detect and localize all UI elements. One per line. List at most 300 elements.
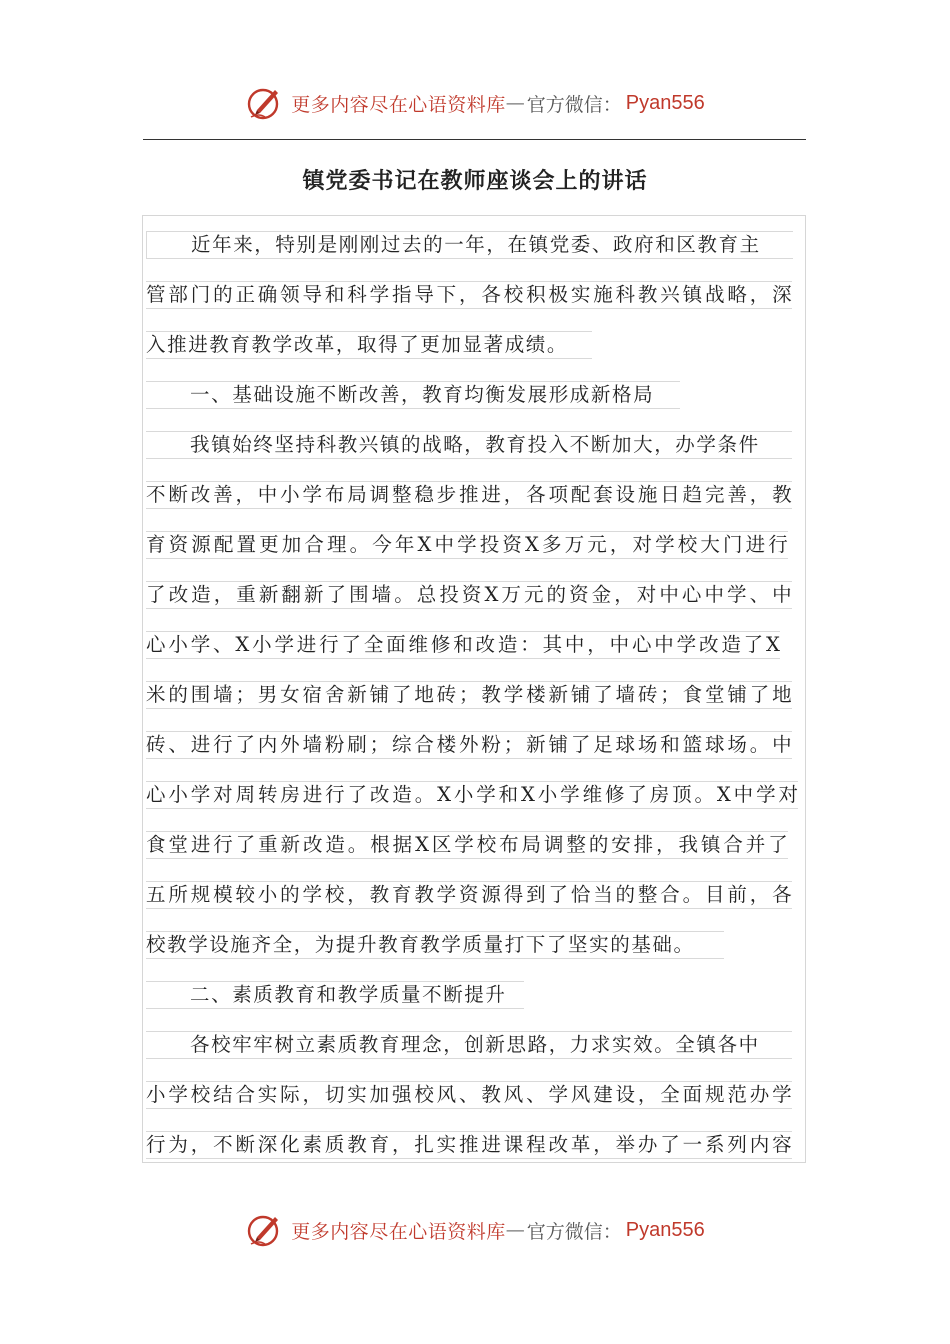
text-char: 资 (502, 533, 522, 556)
text-char: 育 (369, 1133, 390, 1156)
text-char: 砖 (146, 733, 166, 756)
text-char: 心 (146, 633, 166, 656)
text-char: 中 (659, 583, 679, 606)
text-char: 结 (213, 1083, 233, 1106)
text-char: 实 (257, 1083, 278, 1106)
text-char: 万 (564, 533, 585, 556)
text-line (146, 631, 780, 659)
document-title: 镇党委书记在教师座谈会上的讲话 (302, 169, 648, 194)
text-char: 断 (168, 483, 188, 506)
header-banner (0, 78, 950, 128)
text-char: 修 (430, 633, 451, 656)
text-char: 镇 (682, 283, 703, 306)
text-char: 到 (526, 883, 546, 906)
banner-text: 更多内容尽在心语资料库 (291, 1220, 506, 1243)
text-char: 善 (727, 483, 747, 506)
text-char: 学 (457, 533, 477, 556)
text-char: 整 (391, 483, 412, 506)
pen-logo-icon (245, 83, 285, 123)
text-char: 小 (537, 783, 558, 806)
text-char: 合 (723, 833, 743, 856)
text-char: 镇 (700, 833, 721, 856)
text-char: 正 (235, 283, 255, 306)
text-char: 整 (637, 883, 658, 906)
text-char: 心 (631, 633, 652, 656)
text-char: 确 (257, 283, 278, 306)
text-char: 风 (436, 1083, 457, 1106)
text-char: ， (459, 283, 479, 306)
text-char: 切 (324, 1083, 345, 1106)
text-char: X (766, 633, 780, 656)
text-char: 墙 (213, 683, 233, 706)
text-line: 校教学设施齐全，为提升教育教学质量打下了坚实的基础。 (146, 931, 724, 959)
banner-separator: — (505, 92, 525, 114)
text-char: 今 (372, 533, 392, 556)
text-char: 新 (258, 583, 279, 606)
text-char: 造 (497, 633, 518, 656)
text-char: 实 (347, 1083, 367, 1106)
text-char: 合 (304, 533, 324, 556)
text-char: 校 (677, 533, 698, 556)
text-char: 造 (191, 583, 211, 606)
text-char: 了 (326, 583, 347, 606)
text-char: 了 (743, 633, 764, 656)
text-char: 全 (363, 633, 384, 656)
text-char: 各 (526, 483, 546, 506)
text-char: 地 (414, 683, 434, 706)
text-char: 了 (593, 683, 613, 706)
text-char: 门 (190, 283, 211, 306)
text-char: 楼 (436, 733, 457, 756)
text-char: 模 (213, 883, 233, 906)
text-line (146, 1131, 792, 1159)
text-char: 围 (349, 583, 369, 606)
text-char: 其 (542, 633, 563, 656)
text-char: 砖 (637, 683, 658, 706)
text-char: 改 (548, 1133, 568, 1156)
text-char: 根 (370, 833, 390, 856)
text-char: 领 (280, 283, 300, 306)
text-char: ， (656, 833, 676, 856)
text-line: 近年来，特别是刚刚过去的一年，在镇党委、政府和区教育主 (146, 231, 793, 259)
text-char: 围 (190, 683, 211, 706)
text-char: 置 (236, 533, 257, 556)
text-char: 加 (369, 1083, 390, 1106)
text-char: 造 (325, 833, 345, 856)
text-char: 科 (347, 283, 367, 306)
text-char: 和 (453, 633, 473, 656)
text-char: 球 (704, 733, 725, 756)
text-char: 教 (414, 883, 434, 906)
text-char: ， (503, 483, 524, 506)
text-char: 门 (723, 533, 743, 556)
text-char: 进 (296, 633, 317, 656)
text-char: 了 (347, 783, 368, 806)
text-char: 稳 (414, 483, 434, 506)
text-char: ， (347, 883, 367, 906)
text-char: 规 (704, 1083, 725, 1106)
text-char: 铺 (369, 683, 390, 706)
text-char: 刷 (347, 733, 367, 756)
text-char: 了 (341, 633, 361, 656)
text-char: 小 (257, 883, 278, 906)
text-char: 房 (280, 783, 300, 806)
text-char: ， (213, 583, 234, 606)
text-char: 行 (213, 833, 233, 856)
text-char: 新 (548, 683, 568, 706)
text-char: 男 (257, 683, 278, 706)
text-char: 、 (749, 583, 770, 606)
text-char: 扎 (414, 1133, 434, 1156)
banner-separator: — (505, 1219, 525, 1241)
pen-logo-icon (245, 1210, 285, 1250)
text-char: 合 (660, 883, 680, 906)
text-char: 重 (258, 833, 278, 856)
text-char: 女 (280, 683, 300, 706)
text-char: 教 (481, 683, 501, 706)
text-char: ， (614, 583, 634, 606)
text-char: 推 (459, 1133, 479, 1156)
text-char: 容 (772, 1133, 792, 1156)
text-char: 教 (772, 483, 792, 506)
text-char: 墙 (302, 733, 323, 756)
text-char: 年 (394, 533, 415, 556)
text-char: 改 (475, 633, 496, 656)
text-char: 米 (146, 683, 166, 706)
text-char: 施 (637, 483, 658, 506)
text-char: 整 (566, 833, 586, 856)
text-char: 。 (694, 783, 715, 806)
text-char: 合 (414, 733, 434, 756)
text-char: 下 (436, 283, 457, 306)
text-char: 堂 (704, 683, 725, 706)
text-char: 。 (414, 783, 435, 806)
text-char: 对 (632, 533, 653, 556)
text-char: ； (369, 733, 390, 756)
text-char: 极 (548, 283, 568, 306)
text-char: 深 (772, 283, 792, 306)
text-line (146, 1081, 792, 1109)
text-char: 资 (168, 533, 189, 556)
text-line: 我镇始终坚持科教兴镇的战略，教育投入不断加大，办学条件 (146, 431, 792, 459)
text-char: X (716, 783, 731, 806)
text-char: 楼 (526, 683, 546, 706)
text-char: 恰 (570, 883, 591, 906)
text-char: 学 (302, 483, 323, 506)
section-heading: 二、素质教育和教学质量不断提升 (146, 981, 524, 1009)
text-char: 墙 (371, 583, 392, 606)
text-char: 学 (302, 883, 323, 906)
text-char: 排 (633, 833, 654, 856)
text-char: 元 (523, 583, 544, 606)
text-char: 改 (698, 633, 719, 656)
text-char: 投 (439, 583, 459, 606)
text-char: 前 (727, 883, 747, 906)
text-char: 趋 (682, 483, 703, 506)
text-char: 局 (521, 833, 542, 856)
text-char: 学 (756, 783, 776, 806)
text-char: 内 (257, 733, 278, 756)
text-char: 设 (615, 1083, 636, 1106)
text-char: 项 (548, 483, 568, 506)
text-char: 和 (660, 733, 680, 756)
text-char: 修 (604, 783, 625, 806)
text-char: 调 (543, 833, 564, 856)
text-char: 布 (324, 483, 345, 506)
text-char: 理 (327, 533, 347, 556)
text-line: 入推进教育教学改革，取得了更加显著成绩。 (146, 331, 592, 359)
text-char: 中 (434, 533, 455, 556)
text-char: 科 (615, 283, 636, 306)
text-char: 学 (772, 1083, 792, 1106)
text-char: 维 (582, 783, 603, 806)
text-char: 铺 (548, 733, 568, 756)
text-char: 当 (593, 883, 613, 906)
text-line (146, 831, 788, 859)
text-char: 、 (526, 1083, 546, 1106)
text-char: 了 (146, 583, 166, 606)
text-char: 校 (324, 883, 345, 906)
text-char: 了 (391, 683, 412, 706)
text-char: 重 (236, 583, 256, 606)
text-line (146, 581, 792, 609)
text-char: 行 (325, 783, 345, 806)
text-char: 小 (252, 633, 272, 656)
text-char: ： (520, 633, 540, 656)
text-char: 进 (190, 833, 211, 856)
text-char: 际 (280, 1083, 300, 1106)
text-line: 各校牢牢树立素质教育理念，创新思路，力求实效。全镇各中 (146, 1031, 792, 1059)
text-char: 学 (274, 633, 294, 656)
text-char: ， (587, 633, 607, 656)
text-char: 战 (704, 283, 725, 306)
text-char: 中 (609, 633, 630, 656)
text-char: 。 (349, 533, 370, 556)
text-char: 小 (280, 483, 300, 506)
text-char: 粉 (324, 733, 345, 756)
text-char: ， (391, 1133, 412, 1156)
text-char: 学 (548, 1083, 568, 1106)
text-char: 设 (615, 483, 636, 506)
text-char: 建 (593, 1083, 613, 1106)
text-line (146, 481, 792, 509)
text-char: 进 (481, 1133, 501, 1156)
text-char: 对 (636, 583, 657, 606)
text-char: 对 (213, 783, 233, 806)
text-char: 行 (213, 733, 233, 756)
text-char: 中 (704, 583, 724, 606)
text-char: 完 (704, 483, 725, 506)
text-line (146, 781, 798, 809)
text-char: 规 (190, 883, 211, 906)
text-char: 学 (503, 683, 524, 706)
text-char: 我 (678, 833, 699, 856)
text-char: 中 (733, 783, 754, 806)
text-char: 管 (146, 283, 166, 306)
text-char: 课 (503, 1133, 524, 1156)
text-char: 教 (481, 1083, 501, 1106)
text-char: 了 (660, 1133, 680, 1156)
text-char: 不 (146, 483, 166, 506)
text-char: 行 (768, 533, 788, 556)
text-char: 步 (436, 483, 457, 506)
text-char: 全 (660, 1083, 680, 1106)
text-char: 举 (615, 1133, 636, 1156)
text-char: 学 (560, 783, 580, 806)
text-char: 五 (146, 883, 166, 906)
text-char: 实 (436, 1133, 457, 1156)
text-char: 进 (481, 483, 501, 506)
text-char: 质 (324, 1133, 345, 1156)
text-char: 校 (414, 1083, 434, 1106)
text-char: 列 (727, 1133, 747, 1156)
text-char: 中 (772, 733, 792, 756)
text-char: 为 (168, 1133, 188, 1156)
text-char: 多 (542, 533, 562, 556)
text-char: 合 (235, 1083, 255, 1106)
text-char: X (235, 633, 250, 656)
text-char: ； (660, 683, 680, 706)
text-char: 改 (168, 583, 189, 606)
text-char: 宿 (302, 683, 323, 706)
text-char: 总 (416, 583, 437, 606)
text-char: 学 (476, 783, 496, 806)
text-char: 素 (302, 1133, 323, 1156)
text-char: 一 (682, 1133, 703, 1156)
text-char: 改 (302, 833, 323, 856)
text-char: 了 (627, 783, 647, 806)
text-char: 进 (302, 783, 323, 806)
text-char: X (525, 533, 539, 556)
text-char: 的 (168, 683, 188, 706)
text-char: 学 (727, 583, 747, 606)
text-char: 较 (235, 883, 255, 906)
text-char: 行 (146, 1133, 166, 1156)
text-char: 学 (655, 533, 675, 556)
text-char: 房 (649, 783, 670, 806)
text-char: X (521, 783, 535, 806)
text-char: 了 (548, 883, 568, 906)
text-char: 配 (570, 483, 591, 506)
text-char: 对 (778, 783, 798, 806)
text-char: 中 (564, 633, 585, 656)
text-char: 造 (392, 783, 412, 806)
text-line (146, 531, 788, 559)
banner-wechat-id: Pyan556 (625, 91, 705, 114)
text-char: 教 (347, 1133, 367, 1156)
text-char: 实 (570, 283, 591, 306)
text-char: 新 (280, 833, 301, 856)
text-line (146, 281, 792, 309)
text-char: 。 (347, 833, 368, 856)
text-char: X (415, 833, 429, 856)
text-char: 不 (213, 1133, 233, 1156)
banner-label: 官方微信： (526, 1220, 622, 1243)
text-char: 内 (749, 1133, 770, 1156)
text-char: 学 (190, 783, 211, 806)
text-char: 资 (459, 883, 479, 906)
banner-wechat-id: Pyan556 (625, 1218, 705, 1241)
text-char: ， (190, 1133, 211, 1156)
text-char: 区 (431, 833, 452, 856)
text-char: 办 (637, 1133, 658, 1156)
text-char: 指 (391, 283, 412, 306)
banner-label: 官方微信： (526, 93, 622, 116)
text-char: 强 (391, 1083, 412, 1106)
text-char: 地 (772, 683, 792, 706)
text-char: 铺 (727, 683, 747, 706)
text-char: 套 (593, 483, 613, 506)
text-char: 。 (682, 883, 703, 906)
text-char: 学 (369, 283, 390, 306)
text-char: 校 (503, 283, 524, 306)
text-char: 目 (704, 883, 725, 906)
text-char: 善 (213, 483, 233, 506)
text-char: 学 (676, 633, 697, 656)
text-char: 学 (168, 1083, 188, 1106)
text-char: 各 (481, 283, 501, 306)
text-char: 场 (637, 733, 658, 756)
text-char: 源 (481, 883, 501, 906)
text-char: 配 (213, 533, 234, 556)
text-char: 安 (611, 833, 631, 856)
text-char: 转 (257, 783, 278, 806)
text-char: 行 (319, 633, 339, 656)
text-char: 中 (772, 583, 792, 606)
text-char: 食 (146, 833, 166, 856)
text-char: 心 (681, 583, 702, 606)
text-char: 周 (235, 783, 256, 806)
text-char: 投 (479, 533, 500, 556)
text-char: 万 (501, 583, 521, 606)
text-char: X (437, 783, 451, 806)
text-char: ， (593, 1133, 613, 1156)
text-char: 墙 (615, 683, 636, 706)
text-char: 兴 (660, 283, 680, 306)
text-char: 学 (454, 833, 474, 856)
text-char: 了 (749, 683, 770, 706)
footer-banner (0, 1205, 950, 1255)
text-char: 各 (772, 883, 792, 906)
text-char: 元 (587, 533, 607, 556)
text-char: 校 (476, 833, 497, 856)
text-char: 心 (146, 783, 166, 806)
text-char: 改 (369, 783, 390, 806)
text-char: 金 (591, 583, 612, 606)
text-char: 、 (213, 633, 233, 656)
text-char: X (484, 583, 499, 606)
text-char: 进 (190, 733, 211, 756)
text-char: 更 (259, 533, 279, 556)
text-char: 小 (146, 1083, 166, 1106)
text-char: 铺 (570, 683, 591, 706)
text-char: 舍 (324, 683, 345, 706)
text-char: 新 (526, 733, 546, 756)
text-char: 推 (459, 483, 479, 506)
text-char: 革 (570, 1133, 591, 1156)
text-char: 布 (499, 833, 519, 856)
text-char: 风 (570, 1083, 591, 1106)
text-char: 维 (408, 633, 429, 656)
text-char: 改 (190, 483, 211, 506)
text-char: 顶 (672, 783, 692, 806)
text-char: 球 (615, 733, 636, 756)
text-char: 外 (280, 733, 300, 756)
text-char: 施 (593, 283, 613, 306)
text-char: 学 (190, 633, 211, 656)
text-char: 新 (303, 583, 324, 606)
text-char: 的 (546, 583, 567, 606)
